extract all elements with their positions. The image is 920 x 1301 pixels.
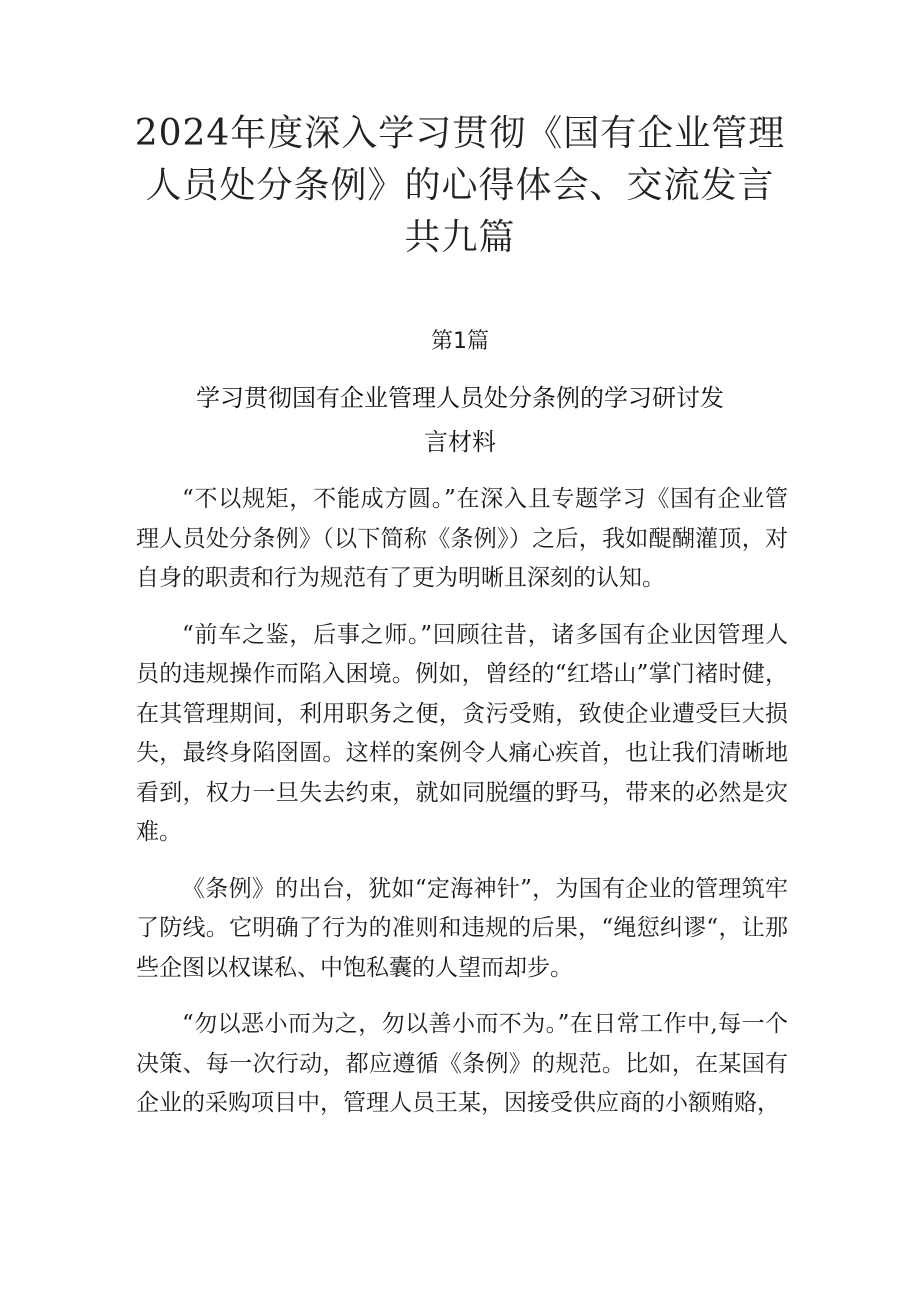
body-text (136, 480, 788, 1141)
paragraph: “勿以恶小而为之，勿以善小而不为。”在日常工作中,每一个决策、每一次行动，都应遵循《条例》的规范。比如，在某国有企业的采购项目中，管理人员王某，因接受供应商的小额贿赂， (136, 1011, 788, 1116)
document-title: 2024年度深入学习贯彻《国有企业管理人员处分条例》的心得体会、交流发言共九篇 (134, 113, 786, 258)
paragraph: “前车之鉴，后事之师。”回顾往昔，诸多国有企业因管理人员的违规操作而陷入困境。例如，曾经的“红塔山”掌门褚时健，在其管理期间，利用职务之便，贪污受贿，致使企业遭受巨大损失，最终身陷囹圄。这样的案例令人痛心疾首，也让我们清晰地看到，权力一旦失去约束，就如同脱缰的野马，带来的必然是灾难。 (136, 621, 788, 845)
paragraph: 《条例》的出台，犹如“定海神针”，为国有企业的管理筑牢了防线。它明确了行为的准则和违规的后果，“绳愆纠谬“，让那些企图以权谋私、中饱私囊的人望而却步。 (136, 875, 788, 981)
part-heading: 学习贯彻国有企业管理人员处分条例的学习研讨发言材料 (196, 384, 724, 456)
part-label: 第1篇 (431, 329, 489, 354)
paragraph: “不以规矩，不能成方圆。”在深入且专题学习《国有企业管理人员处分条例》（以下简称《条例》）之后，我如醍醐灌顶，对自身的职责和行为规范有了更为明晰且深刻的认知。 (136, 486, 788, 591)
